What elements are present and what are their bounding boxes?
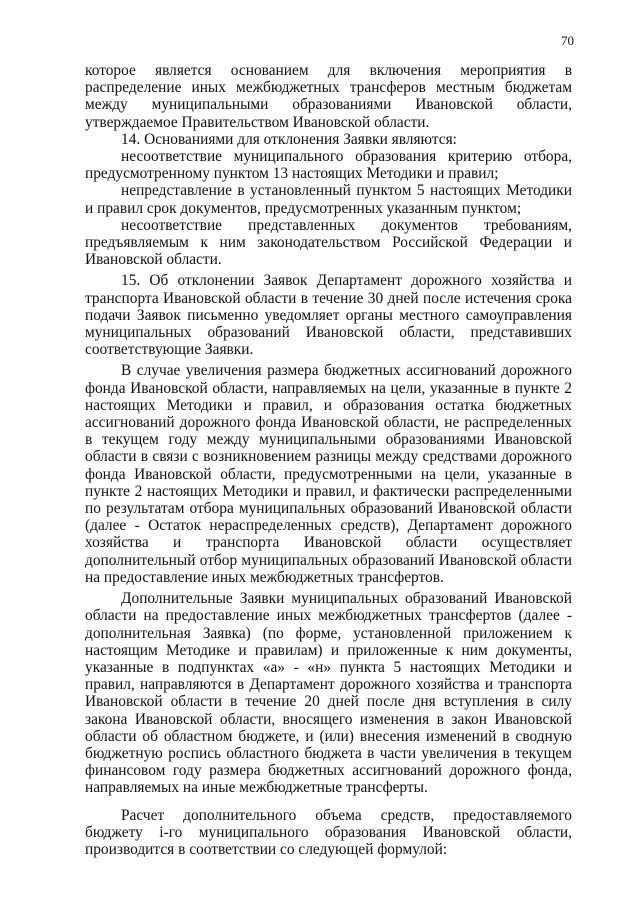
paragraph-15: 15. Об отклонении Заявок Департамент дорожного хозяйства и транспорта Ивановской области в течение 30 дней после истечения срока подачи Заявок письменно уведомляет органы местного самоуправления муниципальных образований Ивановской области, представивших соответствующие Заявки. (85, 272, 572, 359)
paragraph-budget-increase: В случае увеличения размера бюджетных ассигнований дорожного фонда Ивановской области, направляемых на цели, указанные в пункте 2 настоящих Методики и правил, и образования остатка бюджетных ассигнований дорожного фонда Ивановской области, не распределенных в текущем году между муниципальными образованиями Ивановской области в связи с возникновением разницы между средствами дорожного фонда Ивановской области, предусмотренными на цели, указанные в пункте 2 настоящих Методики и правил, и фактически распределенными по результатам отбора муниципальных образований Ивановской области (далее - Остаток нераспределенных средств), Департамент дорожного хозяйства и транспорта Ивановской области осуществляет дополнительный отбор муниципальных образований Ивановской области на предоставление иных межбюджетных трансфертов. (85, 362, 572, 586)
document-body (85, 62, 572, 858)
paragraph-rejection-reason-2: непредставление в установленный пунктом 5 настоящих Методики и правил срок документов, предусмотренных указанным пунктом; (85, 182, 572, 217)
paragraph-rejection-reason-3: несоответствие представленных документов требованиям, предъявляемым к ним законодательством Российской Федерации и Ивановской области. (85, 216, 572, 269)
paragraph-14-heading: 14. Основаниями для отклонения Заявки являются: (121, 130, 457, 148)
paragraph-calculation-intro: Расчет дополнительного объема средств, предоставляемого бюджету i-го муниципального образования Ивановской области, производится в соответствии со следующей формулой: (85, 806, 572, 858)
paragraph-rejection-reason-1: несоответствие муниципального образования критерию отбора, предусмотренному пунктом 13 настоящих Методики и правил; (85, 148, 572, 183)
paragraph-continuation: которое является основанием для включения мероприятия в распределение иных межбюджетных трансферов местным бюджетам между муниципальными образованиями Ивановской области, утверждаемое Правительством Ивановской области. (85, 62, 572, 131)
paragraph-additional-applications: Дополнительные Заявки муниципальных образований Ивановской области на предоставление иных межбюджетных трансфертов (далее - дополнительная Заявка) (по форме, установленной приложением к настоящим Методике и правилам) и приложенные к ним документы, указанные в подпунктах «а» - «н» пункта 5 настоящих Методики и правил, направляются в Департамент дорожного хозяйства и транспорта Ивановской области в течение 20 дней после дня вступления в силу закона Ивановской области, вносящего изменения в закон Ивановской области об областном бюджете, и (или) внесения изменений в сводную бюджетную роспись областного бюджета в части увеличения в текущем финансовом году размера бюджетных ассигнований дорожного фонда, направляемых на иные межбюджетные трансферты. (85, 590, 572, 797)
page-number: 70 (561, 33, 574, 48)
